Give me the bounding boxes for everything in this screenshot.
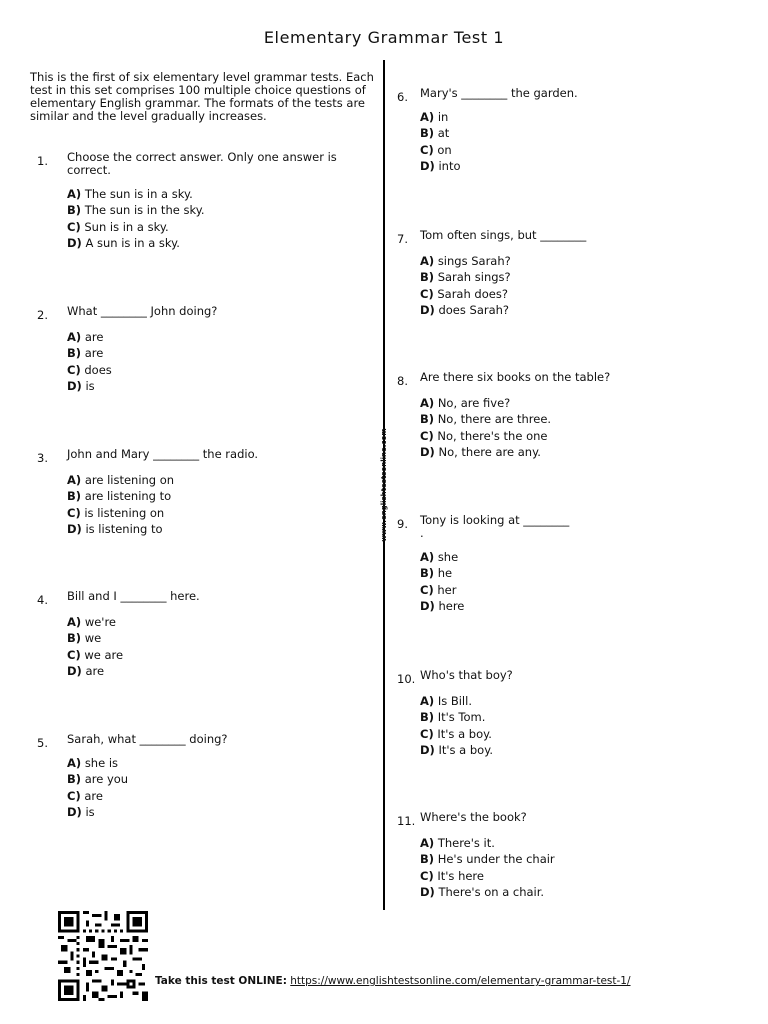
- question-6: [397, 87, 727, 182]
- vertical-watermark: www.englishtestsonline.com: [380, 428, 388, 542]
- question-stem: John and Mary ________ the radio.: [67, 447, 259, 461]
- question-number: 11.: [397, 814, 416, 828]
- option-b[interactable]: B) It's Tom.: [420, 710, 486, 725]
- option-c[interactable]: C) on: [420, 142, 452, 157]
- option-d[interactable]: D) No, there are any.: [420, 444, 541, 459]
- question-stem: Mary's ________ the garden.: [420, 86, 578, 100]
- option-a[interactable]: A) sings Sarah?: [420, 254, 511, 268]
- question-4: [37, 590, 367, 685]
- question-number: 2.: [37, 308, 48, 322]
- option-a[interactable]: A) There's it.: [420, 836, 495, 850]
- option-a[interactable]: A) The sun is in a sky.: [67, 187, 193, 201]
- option-a[interactable]: A) she: [420, 550, 459, 564]
- option-d[interactable]: D) is: [67, 378, 95, 393]
- question-5: [37, 733, 367, 828]
- footer-label: Take this test ONLINE:: [155, 975, 287, 987]
- option-a[interactable]: A) No, are five?: [420, 396, 511, 410]
- option-d[interactable]: D) It's a boy.: [420, 742, 494, 757]
- question-10: [397, 669, 727, 764]
- question-number: 1.: [37, 154, 48, 168]
- option-c[interactable]: C) It's here: [420, 868, 484, 883]
- question-number: 5.: [37, 736, 48, 750]
- question-stem: Where's the book?: [420, 810, 527, 824]
- option-a[interactable]: A) are: [67, 330, 104, 344]
- option-b[interactable]: B) are listening to: [67, 489, 172, 504]
- option-b[interactable]: B) are you: [67, 772, 129, 787]
- option-b[interactable]: B) he: [420, 566, 453, 581]
- question-stem: What ________ John doing?: [67, 304, 218, 318]
- option-c[interactable]: C) does: [67, 362, 112, 377]
- question-7: [397, 229, 727, 324]
- question-stem: Tony is looking at ________ .: [420, 513, 570, 540]
- option-d[interactable]: D) There's on a chair.: [420, 884, 545, 899]
- question-number: 3.: [37, 451, 48, 465]
- option-a[interactable]: A) in: [420, 110, 449, 124]
- option-c[interactable]: C) No, there's the one: [420, 428, 548, 443]
- option-c[interactable]: C) Sun is in a sky.: [67, 219, 169, 234]
- option-a[interactable]: A) we're: [67, 615, 117, 629]
- option-d[interactable]: D) are: [67, 663, 105, 678]
- question-8: [397, 371, 727, 466]
- question-stem: Bill and I ________ here.: [67, 589, 200, 603]
- question-stem: Tom often sings, but ________: [420, 228, 587, 242]
- option-d[interactable]: D) into: [420, 158, 461, 173]
- question-9: [397, 514, 727, 624]
- option-c[interactable]: C) is listening on: [67, 505, 165, 520]
- question-stem: Choose the correct answer. Only one answer is correct.: [67, 150, 337, 177]
- option-b[interactable]: B) Sarah sings?: [420, 270, 511, 285]
- question-3: [37, 448, 367, 543]
- question-number: 6.: [397, 90, 408, 104]
- question-stem: Are there six books on the table?: [420, 370, 611, 384]
- footer: [155, 975, 631, 987]
- option-b[interactable]: B) at: [420, 126, 450, 141]
- question-number: 9.: [397, 517, 408, 531]
- option-c[interactable]: C) her: [420, 582, 457, 597]
- question-number: 4.: [37, 593, 48, 607]
- option-d[interactable]: D) here: [420, 598, 465, 613]
- option-a[interactable]: A) Is Bill.: [420, 694, 472, 708]
- option-d[interactable]: D) does Sarah?: [420, 302, 510, 317]
- intro-paragraph: This is the first of six elementary level grammar tests. Each test in this set comprises 100 multiple choice questions of elementary English grammar. The formats of the tests are similar and the level gradually increases.: [30, 70, 374, 123]
- option-c[interactable]: C) we are: [67, 647, 124, 662]
- question-number: 10.: [397, 672, 416, 686]
- option-c[interactable]: C) are: [67, 788, 103, 803]
- question-stem: Who's that boy?: [420, 668, 513, 682]
- question-1: [37, 151, 367, 261]
- question-number: 7.: [397, 232, 408, 246]
- question-2: [37, 305, 367, 400]
- option-c[interactable]: C) It's a boy.: [420, 726, 492, 741]
- qr-code-icon[interactable]: [58, 911, 148, 1001]
- option-d[interactable]: D) is listening to: [67, 521, 163, 536]
- question-stem: Sarah, what ________ doing?: [67, 732, 228, 746]
- option-b[interactable]: B) are: [67, 346, 104, 361]
- option-b[interactable]: B) we: [67, 631, 102, 646]
- option-b[interactable]: B) The sun is in the sky.: [67, 203, 205, 218]
- option-b[interactable]: B) He's under the chair: [420, 852, 555, 867]
- option-c[interactable]: C) Sarah does?: [420, 286, 508, 301]
- option-b[interactable]: B) No, there are three.: [420, 412, 552, 427]
- page-title: Elementary Grammar Test 1: [263, 28, 505, 47]
- option-a[interactable]: A) are listening on: [67, 473, 175, 487]
- option-d[interactable]: D) is: [67, 804, 95, 819]
- option-a[interactable]: A) she is: [67, 756, 119, 770]
- question-number: 8.: [397, 374, 408, 388]
- option-d[interactable]: D) A sun is in a sky.: [67, 235, 180, 250]
- test-online-link[interactable]: https://www.englishtestsonline.com/elementary-grammar-test-1/: [290, 975, 631, 987]
- question-11: [397, 811, 727, 906]
